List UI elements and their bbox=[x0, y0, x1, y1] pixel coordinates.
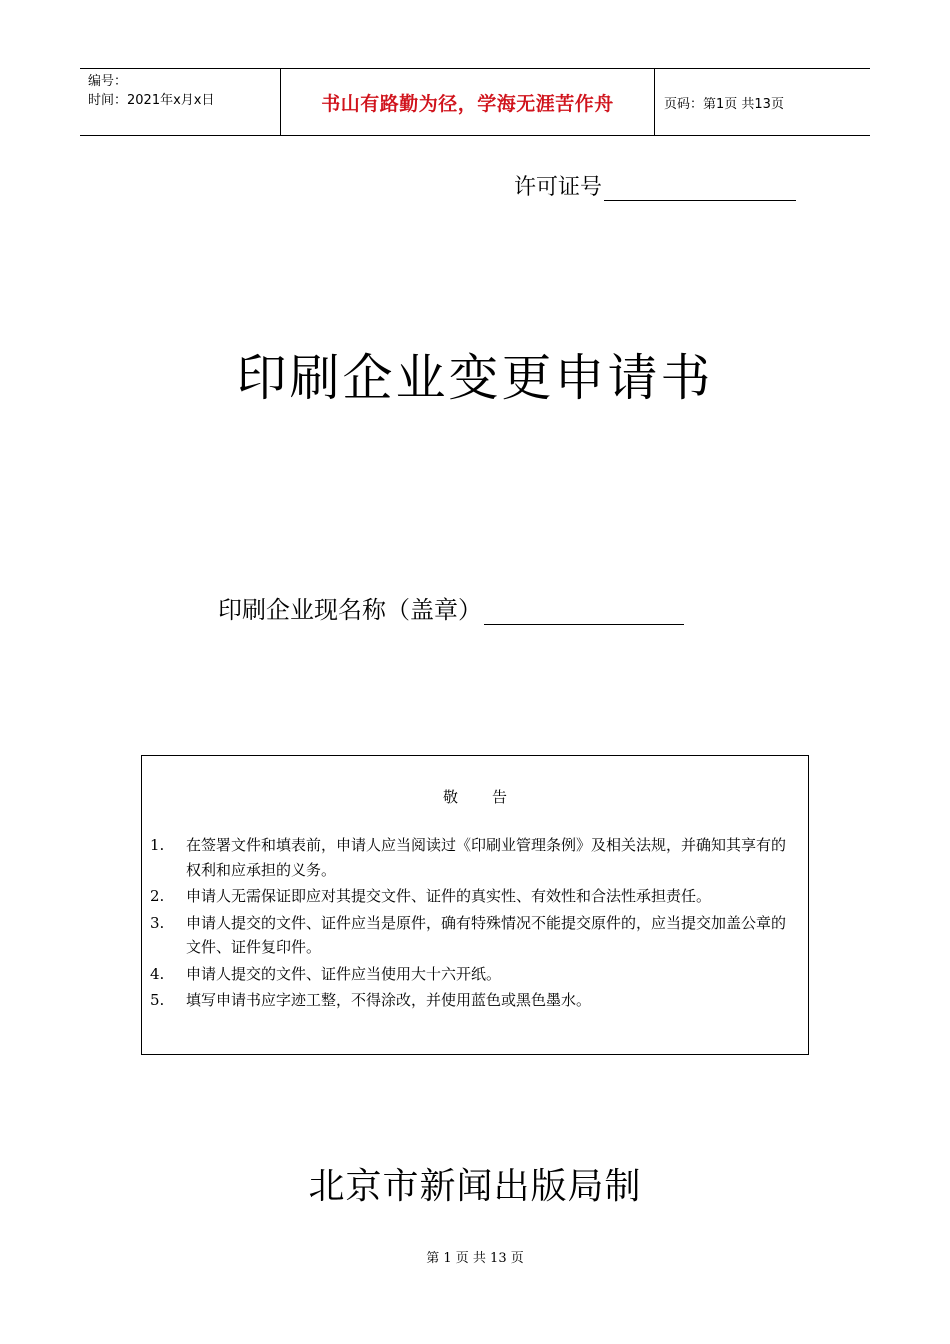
notice-item bbox=[150, 911, 798, 960]
notice-title: 敬告 bbox=[442, 788, 541, 806]
company-name-blank[interactable] bbox=[484, 602, 684, 625]
notice-item-text: 填写申请书应字迹工整，不得涂改，并使用蓝色或黑色墨水。 bbox=[186, 991, 592, 1009]
notice-item-text: 在签署文件和填表前，申请人应当阅读过《印刷业管理条例》及相关法规，并确知其享有的权利和应承担的义务。 bbox=[186, 836, 787, 879]
header-motto: 书山有路勤为径，学海无涯苦作舟 bbox=[281, 69, 655, 135]
notice-item-number: 5. bbox=[150, 991, 165, 1009]
notice-box bbox=[141, 755, 809, 1055]
document-number-label: 编号： bbox=[88, 74, 128, 89]
header-page-info: 页码：第1页 共13页 bbox=[664, 96, 784, 112]
license-number-blank[interactable] bbox=[604, 180, 796, 201]
license-number-label: 许可证号 bbox=[514, 175, 603, 200]
notice-item-number: 1. bbox=[150, 836, 165, 854]
company-name-label: 印刷企业现名称（盖章） bbox=[218, 596, 482, 624]
notice-item-text: 申请人无需保证即应对其提交文件、证件的真实性、有效性和合法性承担责任。 bbox=[186, 887, 712, 905]
notice-item-text: 申请人提交的文件、证件应当使用大十六开纸。 bbox=[186, 964, 502, 983]
notice-item-number: 3. bbox=[150, 913, 165, 932]
notice-item bbox=[150, 988, 798, 1013]
company-name-field bbox=[218, 590, 684, 625]
header-meta-cell bbox=[80, 69, 281, 135]
notice-item bbox=[150, 833, 798, 882]
notice-list bbox=[150, 833, 798, 1015]
notice-item bbox=[150, 884, 798, 909]
document-title: 印刷企业变更申请书 bbox=[236, 349, 714, 407]
license-number-field bbox=[514, 170, 796, 201]
document-date: 时间：2021年x月x日 bbox=[88, 93, 215, 108]
notice-item-number: 2. bbox=[150, 887, 165, 905]
page-header bbox=[80, 68, 870, 136]
notice-item bbox=[150, 962, 798, 987]
notice-item-number: 4. bbox=[150, 964, 165, 983]
page-footer: 第 1 页 共 13 页 bbox=[426, 1251, 524, 1266]
notice-item-text: 申请人提交的文件、证件应当是原件，确有特殊情况不能提交原件的，应当提交加盖公章的文件、证件复印件。 bbox=[186, 913, 787, 956]
issuer-name: 北京市新闻出版局制 bbox=[308, 1166, 642, 1207]
